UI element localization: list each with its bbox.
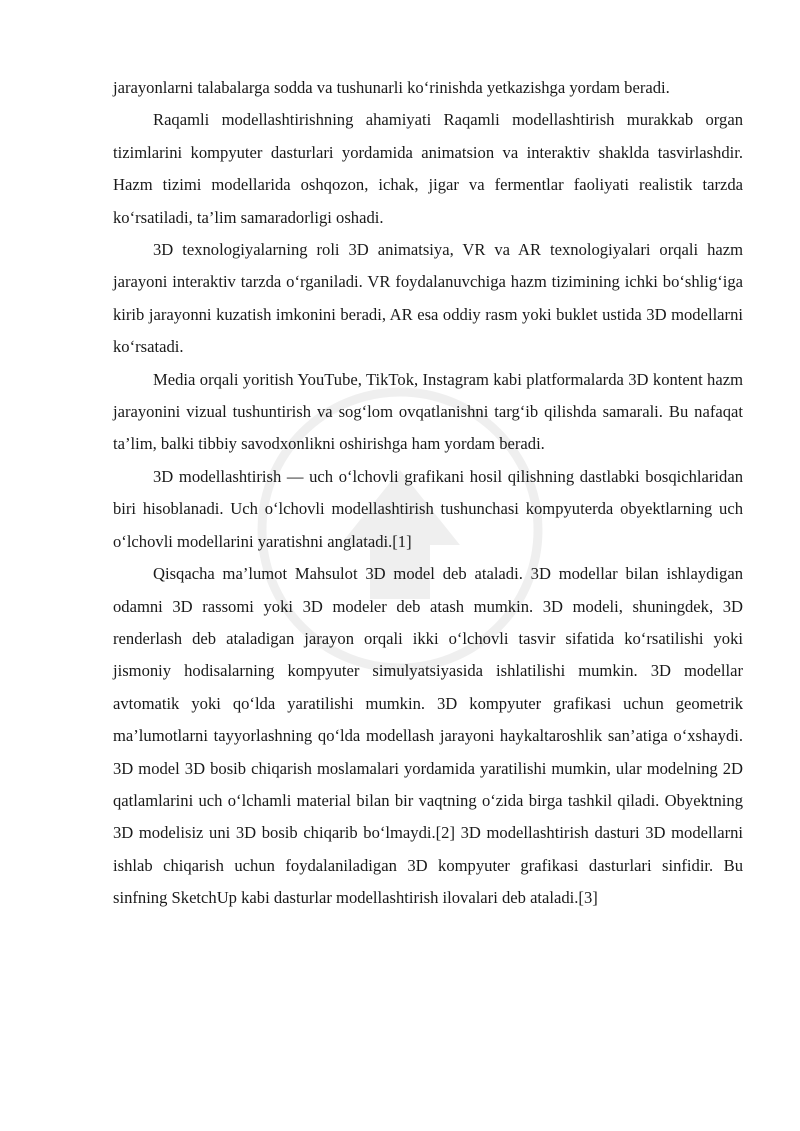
paragraph-5: 3D modellashtirish — uch o‘lchovli grafikani hosil qilishning dastlabki bosqichlaridan biri hisoblanadi. Uch o‘lchovli modellashtirish tushunchasi kompyuterda obyektlarning uch o‘lchovli modellarini yaratishni anglatadi.[1] <box>113 466 743 551</box>
paragraph-2: Raqamli modellashtirishning ahamiyati Raqamli modellashtirish murakkab organ tizimlarini kompyuter dasturlari yordamida animatsion va interaktiv shaklda tasvirlashdir. Hazm tizimi modellarida oshqozon, ichak, jigar va fermentlar faoliyati realistik tarzda ko‘rsatiladi, ta’lim samaradorligi oshadi. <box>113 110 743 227</box>
paragraph-4: Media orqali yoritish YouTube, TikTok, Instagram kabi platformalarda 3D kontent hazm jarayonini vizual tushuntirish va sog‘lom ovqatlanishni targ‘ib qilishda samarali. Bu nafaqat ta’lim, balki tibbiy savodxonlikni oshirishga ham yordam beradi. <box>113 369 743 454</box>
paragraph-1: jarayonlarni talabalarga sodda va tushunarli ko‘rinishda yetkazishga yordam beradi. <box>113 78 670 97</box>
body-text <box>113 72 743 915</box>
paragraph-6: Qisqacha ma’lumot Mahsulot 3D model deb ataladi. 3D modellar bilan ishlaydigan odamni 3D rassomi yoki 3D modeler deb atash mumkin. 3D modeli, shuningdek, 3D renderlash deb ataladigan jarayon orqali ikki o‘lchovli tasvir sifatida ko‘rsatilishi yoki jismoniy hodisalarning kompyuter simulyatsiyasida ishlatilishi mumkin. 3D modellar avtomatik yoki qo‘lda yaratilishi mumkin. 3D kompyuter grafikasi uchun geometrik ma’lumotlarni tayyorlashning qo‘lda modellash jarayoni haykaltaroshlik san’atiga o‘xshaydi. 3D model 3D bosib chiqarish moslamalari yordamida yaratilishi mumkin, ular modelning 2D qatlamlarini uch o‘lchamli material bilan bir vaqtning o‘zida birga tashkil qiladi. Obyektning 3D modelisiz uni 3D bosib chiqarib bo‘lmaydi.[2] 3D modellashtirish dasturi 3D modellarni ishlab chiqarish uchun foydalaniladigan 3D kompyuter grafikasi dasturlari sinfidir. Bu sinfning SketchUp kabi dasturlar modellashtirish ilovalari deb ataladi.[3] <box>113 564 743 908</box>
paragraph-3: 3D texnologiyalarning roli 3D animatsiya, VR va AR texnologiyalari orqali hazm jarayoni interaktiv tarzda o‘rganiladi. VR foydalanuvchiga hazm tizimining ichki bo‘shlig‘iga kirib jarayonni kuzatish imkonini beradi, AR esa oddiy rasm yoki buklet ustida 3D modellarni ko‘rsatadi. <box>113 240 743 357</box>
